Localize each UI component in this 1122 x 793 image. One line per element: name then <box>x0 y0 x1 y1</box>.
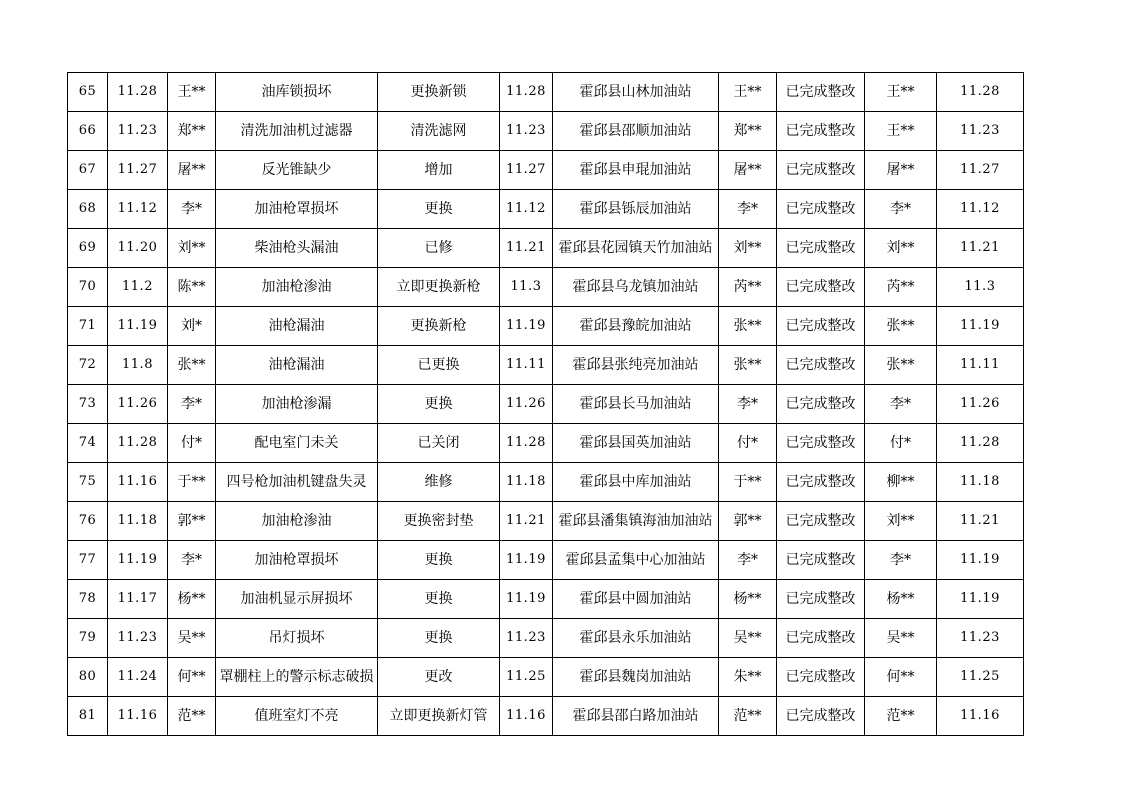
fixed-date-cell: 11.25 <box>500 658 553 697</box>
verified-date-cell: 11.28 <box>937 424 1024 463</box>
row-number-cell: 66 <box>68 112 108 151</box>
responsible-cell: 杨** <box>719 580 777 619</box>
row-number-cell: 80 <box>68 658 108 697</box>
responsible-cell: 李* <box>719 541 777 580</box>
row-number-cell: 77 <box>68 541 108 580</box>
fixed-date-cell: 11.21 <box>500 229 553 268</box>
responsible-cell: 李* <box>719 190 777 229</box>
row-number-cell: 67 <box>68 151 108 190</box>
verified-date-cell: 11.19 <box>937 541 1024 580</box>
action-cell: 更换 <box>378 385 500 424</box>
inspector-cell: 吴** <box>168 619 216 658</box>
status-cell: 已完成整改 <box>777 502 865 541</box>
row-number-cell: 79 <box>68 619 108 658</box>
action-cell: 已关闭 <box>378 424 500 463</box>
status-cell: 已完成整改 <box>777 619 865 658</box>
action-cell: 更换 <box>378 190 500 229</box>
action-cell: 增加 <box>378 151 500 190</box>
action-cell: 更换 <box>378 541 500 580</box>
station-cell: 霍邱县乌龙镇加油站 <box>553 268 719 307</box>
verifier-cell: 刘** <box>865 229 937 268</box>
inspector-cell: 李* <box>168 541 216 580</box>
station-cell: 霍邱县孟集中心加油站 <box>553 541 719 580</box>
status-cell: 已完成整改 <box>777 268 865 307</box>
verifier-cell: 杨** <box>865 580 937 619</box>
verified-date-cell: 11.21 <box>937 502 1024 541</box>
issue-cell: 反光锥缺少 <box>216 151 378 190</box>
fixed-date-cell: 11.19 <box>500 541 553 580</box>
row-number-cell: 74 <box>68 424 108 463</box>
found-date-cell: 11.20 <box>108 229 168 268</box>
table-row <box>68 697 1024 736</box>
responsible-cell: 吴** <box>719 619 777 658</box>
verifier-cell: 柳** <box>865 463 937 502</box>
verified-date-cell: 11.18 <box>937 463 1024 502</box>
verifier-cell: 范** <box>865 697 937 736</box>
status-cell: 已完成整改 <box>777 658 865 697</box>
station-cell: 霍邱县潘集镇海油加油站 <box>553 502 719 541</box>
row-number-cell: 70 <box>68 268 108 307</box>
responsible-cell: 刘** <box>719 229 777 268</box>
fixed-date-cell: 11.12 <box>500 190 553 229</box>
station-cell: 霍邱县魏岗加油站 <box>553 658 719 697</box>
found-date-cell: 11.28 <box>108 424 168 463</box>
action-cell: 立即更换新灯管 <box>378 697 500 736</box>
issue-cell: 加油枪渗漏 <box>216 385 378 424</box>
found-date-cell: 11.26 <box>108 385 168 424</box>
action-cell: 更改 <box>378 658 500 697</box>
inspector-cell: 郭** <box>168 502 216 541</box>
fixed-date-cell: 11.19 <box>500 580 553 619</box>
table-row <box>68 619 1024 658</box>
action-cell: 更换密封垫 <box>378 502 500 541</box>
verifier-cell: 刘** <box>865 502 937 541</box>
found-date-cell: 11.19 <box>108 541 168 580</box>
row-number-cell: 81 <box>68 697 108 736</box>
found-date-cell: 11.16 <box>108 697 168 736</box>
status-cell: 已完成整改 <box>777 112 865 151</box>
row-number-cell: 65 <box>68 73 108 112</box>
row-number-cell: 71 <box>68 307 108 346</box>
found-date-cell: 11.8 <box>108 346 168 385</box>
row-number-cell: 78 <box>68 580 108 619</box>
verified-date-cell: 11.19 <box>937 580 1024 619</box>
fixed-date-cell: 11.27 <box>500 151 553 190</box>
action-cell: 已更换 <box>378 346 500 385</box>
responsible-cell: 张** <box>719 307 777 346</box>
responsible-cell: 郭** <box>719 502 777 541</box>
table-row <box>68 229 1024 268</box>
table-row <box>68 73 1024 112</box>
station-cell: 霍邱县永乐加油站 <box>553 619 719 658</box>
station-cell: 霍邱县山林加油站 <box>553 73 719 112</box>
verifier-cell: 付* <box>865 424 937 463</box>
responsible-cell: 屠** <box>719 151 777 190</box>
fixed-date-cell: 11.23 <box>500 112 553 151</box>
station-cell: 霍邱县张纯亮加油站 <box>553 346 719 385</box>
row-number-cell: 73 <box>68 385 108 424</box>
verifier-cell: 芮** <box>865 268 937 307</box>
fixed-date-cell: 11.18 <box>500 463 553 502</box>
verified-date-cell: 11.21 <box>937 229 1024 268</box>
responsible-cell: 张** <box>719 346 777 385</box>
action-cell: 更换新锁 <box>378 73 500 112</box>
status-cell: 已完成整改 <box>777 73 865 112</box>
action-cell: 已修 <box>378 229 500 268</box>
verified-date-cell: 11.23 <box>937 112 1024 151</box>
inspector-cell: 刘* <box>168 307 216 346</box>
status-cell: 已完成整改 <box>777 463 865 502</box>
verified-date-cell: 11.26 <box>937 385 1024 424</box>
table-row <box>68 463 1024 502</box>
status-cell: 已完成整改 <box>777 424 865 463</box>
status-cell: 已完成整改 <box>777 151 865 190</box>
verifier-cell: 王** <box>865 73 937 112</box>
responsible-cell: 范** <box>719 697 777 736</box>
inspector-cell: 李* <box>168 190 216 229</box>
issue-cell: 柴油枪头漏油 <box>216 229 378 268</box>
verifier-cell: 吴** <box>865 619 937 658</box>
table-row <box>68 190 1024 229</box>
fixed-date-cell: 11.23 <box>500 619 553 658</box>
found-date-cell: 11.17 <box>108 580 168 619</box>
table-row <box>68 580 1024 619</box>
inspector-cell: 李* <box>168 385 216 424</box>
verified-date-cell: 11.16 <box>937 697 1024 736</box>
inspector-cell: 杨** <box>168 580 216 619</box>
status-cell: 已完成整改 <box>777 307 865 346</box>
action-cell: 立即更换新枪 <box>378 268 500 307</box>
verifier-cell: 张** <box>865 307 937 346</box>
issue-cell: 罩棚柱上的警示标志破损 <box>216 658 378 697</box>
action-cell: 更换新枪 <box>378 307 500 346</box>
issue-cell: 吊灯损坏 <box>216 619 378 658</box>
station-cell: 霍邱县花园镇天竹加油站 <box>553 229 719 268</box>
status-cell: 已完成整改 <box>777 541 865 580</box>
station-cell: 霍邱县中库加油站 <box>553 463 719 502</box>
inspector-cell: 陈** <box>168 268 216 307</box>
rectification-table <box>67 72 1024 736</box>
found-date-cell: 11.27 <box>108 151 168 190</box>
table-row <box>68 307 1024 346</box>
status-cell: 已完成整改 <box>777 385 865 424</box>
station-cell: 霍邱县中圆加油站 <box>553 580 719 619</box>
issue-cell: 油库锁损坏 <box>216 73 378 112</box>
issue-cell: 四号枪加油机键盘失灵 <box>216 463 378 502</box>
fixed-date-cell: 11.28 <box>500 424 553 463</box>
verifier-cell: 屠** <box>865 151 937 190</box>
table-row <box>68 385 1024 424</box>
responsible-cell: 付* <box>719 424 777 463</box>
found-date-cell: 11.12 <box>108 190 168 229</box>
issue-cell: 加油枪渗油 <box>216 502 378 541</box>
verified-date-cell: 11.12 <box>937 190 1024 229</box>
station-cell: 霍邱县邵顺加油站 <box>553 112 719 151</box>
verified-date-cell: 11.27 <box>937 151 1024 190</box>
inspector-cell: 何** <box>168 658 216 697</box>
verifier-cell: 李* <box>865 541 937 580</box>
responsible-cell: 郑** <box>719 112 777 151</box>
found-date-cell: 11.19 <box>108 307 168 346</box>
fixed-date-cell: 11.19 <box>500 307 553 346</box>
station-cell: 霍邱县申琨加油站 <box>553 151 719 190</box>
inspector-cell: 于** <box>168 463 216 502</box>
station-cell: 霍邱县豫皖加油站 <box>553 307 719 346</box>
status-cell: 已完成整改 <box>777 229 865 268</box>
table-row <box>68 541 1024 580</box>
verified-date-cell: 11.3 <box>937 268 1024 307</box>
row-number-cell: 69 <box>68 229 108 268</box>
verifier-cell: 张** <box>865 346 937 385</box>
table-row <box>68 268 1024 307</box>
table-row <box>68 151 1024 190</box>
action-cell: 维修 <box>378 463 500 502</box>
table-row <box>68 424 1024 463</box>
verified-date-cell: 11.25 <box>937 658 1024 697</box>
status-cell: 已完成整改 <box>777 346 865 385</box>
row-number-cell: 75 <box>68 463 108 502</box>
found-date-cell: 11.18 <box>108 502 168 541</box>
responsible-cell: 芮** <box>719 268 777 307</box>
issue-cell: 油枪漏油 <box>216 307 378 346</box>
responsible-cell: 王** <box>719 73 777 112</box>
inspector-cell: 王** <box>168 73 216 112</box>
table-body <box>68 73 1024 736</box>
verifier-cell: 李* <box>865 385 937 424</box>
inspector-cell: 范** <box>168 697 216 736</box>
found-date-cell: 11.23 <box>108 112 168 151</box>
row-number-cell: 72 <box>68 346 108 385</box>
row-number-cell: 68 <box>68 190 108 229</box>
responsible-cell: 于** <box>719 463 777 502</box>
fixed-date-cell: 11.26 <box>500 385 553 424</box>
inspector-cell: 郑** <box>168 112 216 151</box>
issue-cell: 值班室灯不亮 <box>216 697 378 736</box>
table-row <box>68 346 1024 385</box>
verified-date-cell: 11.23 <box>937 619 1024 658</box>
issue-cell: 清洗加油机过滤器 <box>216 112 378 151</box>
fixed-date-cell: 11.16 <box>500 697 553 736</box>
verified-date-cell: 11.19 <box>937 307 1024 346</box>
station-cell: 霍邱县长马加油站 <box>553 385 719 424</box>
inspector-cell: 屠** <box>168 151 216 190</box>
station-cell: 霍邱县国英加油站 <box>553 424 719 463</box>
found-date-cell: 11.23 <box>108 619 168 658</box>
found-date-cell: 11.16 <box>108 463 168 502</box>
status-cell: 已完成整改 <box>777 697 865 736</box>
table-row <box>68 658 1024 697</box>
verifier-cell: 李* <box>865 190 937 229</box>
issue-cell: 油枪漏油 <box>216 346 378 385</box>
verifier-cell: 王** <box>865 112 937 151</box>
issue-cell: 加油机显示屏损坏 <box>216 580 378 619</box>
issue-cell: 加油枪渗油 <box>216 268 378 307</box>
inspector-cell: 刘** <box>168 229 216 268</box>
inspector-cell: 付* <box>168 424 216 463</box>
inspector-cell: 张** <box>168 346 216 385</box>
fixed-date-cell: 11.11 <box>500 346 553 385</box>
issue-cell: 加油枪罩损坏 <box>216 541 378 580</box>
action-cell: 清洗滤网 <box>378 112 500 151</box>
verified-date-cell: 11.11 <box>937 346 1024 385</box>
found-date-cell: 11.28 <box>108 73 168 112</box>
fixed-date-cell: 11.28 <box>500 73 553 112</box>
responsible-cell: 朱** <box>719 658 777 697</box>
status-cell: 已完成整改 <box>777 190 865 229</box>
station-cell: 霍邱县铄辰加油站 <box>553 190 719 229</box>
station-cell: 霍邱县邵白路加油站 <box>553 697 719 736</box>
table-row <box>68 112 1024 151</box>
status-cell: 已完成整改 <box>777 580 865 619</box>
verifier-cell: 何** <box>865 658 937 697</box>
found-date-cell: 11.24 <box>108 658 168 697</box>
fixed-date-cell: 11.3 <box>500 268 553 307</box>
table-row <box>68 502 1024 541</box>
issue-cell: 配电室门未关 <box>216 424 378 463</box>
responsible-cell: 李* <box>719 385 777 424</box>
fixed-date-cell: 11.21 <box>500 502 553 541</box>
row-number-cell: 76 <box>68 502 108 541</box>
found-date-cell: 11.2 <box>108 268 168 307</box>
action-cell: 更换 <box>378 619 500 658</box>
action-cell: 更换 <box>378 580 500 619</box>
issue-cell: 加油枪罩损坏 <box>216 190 378 229</box>
verified-date-cell: 11.28 <box>937 73 1024 112</box>
